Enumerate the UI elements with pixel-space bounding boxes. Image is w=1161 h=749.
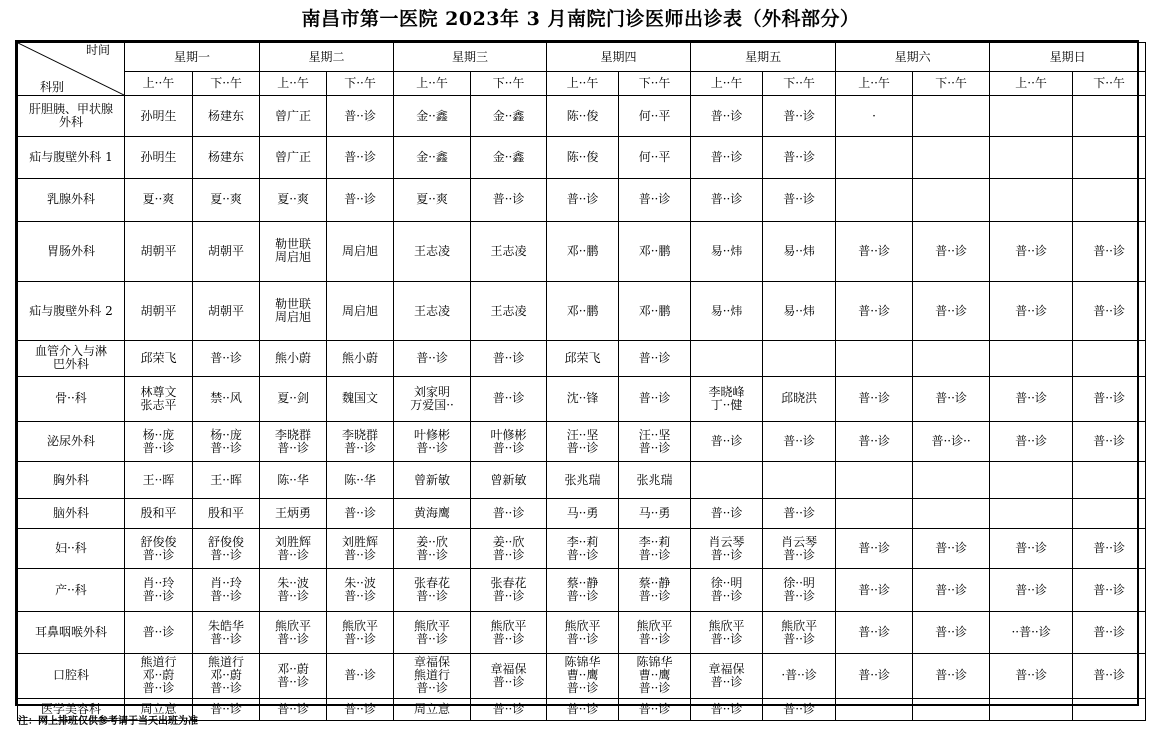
schedule-cell: 普··诊 [1073, 422, 1146, 462]
schedule-cell: 普··诊 [619, 178, 691, 221]
schedule-cell [1073, 698, 1146, 720]
department-name: 疝与腹壁外科 1 [18, 137, 125, 178]
schedule-cell: 叶修彬 普··诊 [394, 422, 471, 462]
schedule-cell: 孙明生 [125, 137, 193, 178]
pm-header: 下··午 [763, 72, 836, 96]
schedule-cell: 邱荣飞 [125, 341, 193, 376]
schedule-cell [1073, 178, 1146, 221]
schedule-cell: 普··诊 [836, 611, 913, 653]
schedule-cell: 邓··鹏 [619, 281, 691, 341]
schedule-cell: 刘胜辉 普··诊 [260, 529, 327, 569]
schedule-cell: 普··诊 [763, 422, 836, 462]
schedule-cell: 汪··坚 普··诊 [547, 422, 619, 462]
table-row [18, 137, 1146, 178]
department-name: 肝胆胰、甲状腺 外科 [18, 96, 125, 137]
table-row [18, 654, 1146, 698]
schedule-cell: 易··炜 [691, 222, 763, 282]
schedule-cell [990, 178, 1073, 221]
table-row [18, 341, 1146, 376]
schedule-cell: 曾新敏 [471, 462, 547, 498]
pm-header: 下··午 [471, 72, 547, 96]
schedule-cell: 何··平 [619, 96, 691, 137]
schedule-cell [836, 698, 913, 720]
table-row [18, 569, 1146, 611]
department-name: 胸外科 [18, 462, 125, 498]
schedule-cell: 胡朝平 [193, 281, 260, 341]
schedule-cell: 易··炜 [691, 281, 763, 341]
day-header: 星期五 [691, 43, 836, 72]
schedule-cell: 普··诊 [691, 498, 763, 528]
schedule-cell: 普··诊 [619, 376, 691, 421]
schedule-cell: 周启旭 [327, 222, 394, 282]
schedule-cell: 陈··华 [260, 462, 327, 498]
table-row [18, 281, 1146, 341]
schedule-cell: 殷和平 [125, 498, 193, 528]
am-header: 上··午 [547, 72, 619, 96]
schedule-cell: 普··诊 [913, 611, 990, 653]
schedule-cell [913, 462, 990, 498]
schedule-cell: 熊道行 邓··蔚 普··诊 [193, 654, 260, 698]
schedule-cell: 普··诊 [394, 341, 471, 376]
schedule-cell [836, 462, 913, 498]
schedule-cell: 普··诊 [691, 422, 763, 462]
schedule-cell: 普··诊 [691, 698, 763, 720]
schedule-cell: 周立意 [394, 698, 471, 720]
schedule-cell: 杨建东 [193, 137, 260, 178]
schedule-cell: 胡朝平 [125, 222, 193, 282]
department-name: 血管介入与淋 巴外科 [18, 341, 125, 376]
corner-time-label: 时间 [85, 43, 110, 57]
day-header: 星期一 [125, 43, 260, 72]
schedule-cell: 李晓峰 丁··健 [691, 376, 763, 421]
schedule-cell [1073, 96, 1146, 137]
schedule-cell: 孙明生 [125, 96, 193, 137]
schedule-cell: 普··诊 [125, 611, 193, 653]
schedule-cell: 张春花 普··诊 [394, 569, 471, 611]
department-name: 疝与腹壁外科 2 [18, 281, 125, 341]
schedule-cell: 普··诊 [327, 96, 394, 137]
schedule-cell: 普··诊 [260, 698, 327, 720]
am-header: 上··午 [260, 72, 327, 96]
schedule-cell [913, 96, 990, 137]
schedule-cell: 肖··玲 普··诊 [193, 569, 260, 611]
schedule-cell: 夏··爽 [394, 178, 471, 221]
schedule-cell: 普··诊 [836, 222, 913, 282]
schedule-cell: 胡朝平 [125, 281, 193, 341]
schedule-cell: 普··诊 [990, 529, 1073, 569]
schedule-cell: 普··诊 [1073, 281, 1146, 341]
table-row [18, 422, 1146, 462]
schedule-cell: 章福保 普··诊 [471, 654, 547, 698]
schedule-cell: 普··诊 [836, 422, 913, 462]
day-header: 星期日 [990, 43, 1146, 72]
schedule-cell: 胡朝平 [193, 222, 260, 282]
am-header: 上··午 [125, 72, 193, 96]
schedule-cell [913, 178, 990, 221]
schedule-cell: 普··诊 [1073, 654, 1146, 698]
schedule-cell: 普··诊 [1073, 569, 1146, 611]
department-name: 脑外科 [18, 498, 125, 528]
schedule-cell: 陈··俊 [547, 137, 619, 178]
schedule-cell: 普··诊 [913, 376, 990, 421]
schedule-cell [990, 498, 1073, 528]
schedule-cell: 普··诊 [990, 376, 1073, 421]
schedule-cell: 普··诊 [1073, 376, 1146, 421]
schedule-cell: 徐··明 普··诊 [763, 569, 836, 611]
schedule-cell: 王志凌 [394, 281, 471, 341]
schedule-cell: 朱··波 普··诊 [260, 569, 327, 611]
schedule-cell: 汪··坚 普··诊 [619, 422, 691, 462]
schedule-cell [691, 341, 763, 376]
schedule-cell: 普··诊 [836, 281, 913, 341]
schedule-cell: 普··诊 [836, 529, 913, 569]
schedule-cell: 姜··欣 普··诊 [471, 529, 547, 569]
schedule-cell: 李晓群 普··诊 [327, 422, 394, 462]
schedule-cell: 普··诊 [913, 569, 990, 611]
schedule-cell: 张兆瑞 [619, 462, 691, 498]
schedule-cell: 普··诊 [327, 654, 394, 698]
department-name: 骨··科 [18, 376, 125, 421]
schedule-cell: 易··炜 [763, 222, 836, 282]
schedule-cell: 普··诊 [327, 698, 394, 720]
schedule-cell: 普··诊 [471, 498, 547, 528]
schedule-cell: 普··诊 [471, 376, 547, 421]
day-header: 星期二 [260, 43, 394, 72]
schedule-cell: 普··诊 [471, 178, 547, 221]
schedule-cell: 肖云琴 普··诊 [691, 529, 763, 569]
schedule-cell: 普··诊 [763, 698, 836, 720]
schedule-cell [990, 137, 1073, 178]
schedule-cell: 普··诊 [1073, 222, 1146, 282]
schedule-cell: 普··诊 [619, 698, 691, 720]
schedule-cell: 朱··波 普··诊 [327, 569, 394, 611]
schedule-cell: 熊道行 邓··蔚 普··诊 [125, 654, 193, 698]
schedule-cell: 夏··剑 [260, 376, 327, 421]
schedule-cell [763, 341, 836, 376]
pm-header: 下··午 [619, 72, 691, 96]
schedule-cell: 熊欣平 普··诊 [394, 611, 471, 653]
schedule-cell: 禁··风 [193, 376, 260, 421]
schedule-cell: 普··诊 [836, 569, 913, 611]
schedule-cell: 杨··庞 普··诊 [193, 422, 260, 462]
schedule-cell: 熊欣平 普··诊 [619, 611, 691, 653]
schedule-cell [913, 498, 990, 528]
table-row [18, 498, 1146, 528]
schedule-cell: 曾广正 [260, 137, 327, 178]
schedule-cell: 普··诊 [836, 654, 913, 698]
header-halfday-row [18, 72, 1146, 96]
schedule-cell: 王志凌 [471, 281, 547, 341]
schedule-cell: 何··平 [619, 137, 691, 178]
schedule-cell: 夏··爽 [125, 178, 193, 221]
schedule-cell: 普··诊 [193, 698, 260, 720]
schedule-cell: 普··诊 [763, 178, 836, 221]
schedule-cell: 李··莉 普··诊 [619, 529, 691, 569]
schedule-cell: 熊欣平 普··诊 [691, 611, 763, 653]
schedule-cell [913, 698, 990, 720]
schedule-cell: 舒俊俊 普··诊 [193, 529, 260, 569]
schedule-cell: 徐··明 普··诊 [691, 569, 763, 611]
schedule-cell: 夏··爽 [260, 178, 327, 221]
table-row [18, 376, 1146, 421]
schedule-cell: 章福保 普··诊 [691, 654, 763, 698]
schedule-cell [1073, 341, 1146, 376]
schedule-cell: 普··诊 [913, 281, 990, 341]
schedule-cell: 李··莉 普··诊 [547, 529, 619, 569]
schedule-cell: 普··诊 [913, 654, 990, 698]
schedule-cell: 张春花 普··诊 [471, 569, 547, 611]
schedule-cell: 陈锦华 曹··鹰 普··诊 [547, 654, 619, 698]
footnote: 注：网上排班仅供参考请于当天出班为准 [18, 716, 198, 727]
schedule-cell: 普··诊 [913, 529, 990, 569]
am-header: 上··午 [394, 72, 471, 96]
schedule-cell [1073, 462, 1146, 498]
pm-header: 下··午 [1073, 72, 1146, 96]
table-row [18, 462, 1146, 498]
schedule-table [17, 42, 1146, 721]
am-header: 上··午 [836, 72, 913, 96]
schedule-cell: 邓··鹏 [547, 222, 619, 282]
schedule-cell: 邓··鹏 [619, 222, 691, 282]
schedule-cell: 普··诊 [327, 178, 394, 221]
schedule-cell: 叶修彬 普··诊 [471, 422, 547, 462]
table-row [18, 611, 1146, 653]
pm-header: 下··午 [193, 72, 260, 96]
schedule-cell: 熊欣平 普··诊 [260, 611, 327, 653]
schedule-cell: 刘家明 万爱国·· [394, 376, 471, 421]
schedule-cell: 王志凌 [394, 222, 471, 282]
schedule-cell: 熊小蔚 [260, 341, 327, 376]
schedule-cell: 沈··锋 [547, 376, 619, 421]
schedule-cell: 熊小蔚 [327, 341, 394, 376]
schedule-cell: 普··诊 [990, 654, 1073, 698]
table-row [18, 529, 1146, 569]
schedule-cell [691, 462, 763, 498]
schedule-cell: 黄海鹰 [394, 498, 471, 528]
schedule-cell: 熊欣平 普··诊 [471, 611, 547, 653]
schedule-cell: 普··诊 [836, 376, 913, 421]
department-name: 医学美容科 [18, 698, 125, 720]
schedule-cell [990, 462, 1073, 498]
schedule-cell: 金··鑫 [471, 137, 547, 178]
schedule-cell: 普··诊 [990, 422, 1073, 462]
schedule-cell [836, 498, 913, 528]
department-name: 产··科 [18, 569, 125, 611]
schedule-cell: 邱荣飞 [547, 341, 619, 376]
schedule-cell: 周启旭 [327, 281, 394, 341]
schedule-cell: 刘胜辉 普··诊 [327, 529, 394, 569]
schedule-cell: 蔡··静 普··诊 [547, 569, 619, 611]
schedule-cell [990, 96, 1073, 137]
schedule-cell [990, 341, 1073, 376]
schedule-cell [836, 137, 913, 178]
schedule-cell: 邱晓洪 [763, 376, 836, 421]
pm-header: 下··午 [913, 72, 990, 96]
schedule-cell: 殷和平 [193, 498, 260, 528]
schedule-cell: 普··诊 [471, 698, 547, 720]
schedule-cell: 王炳勇 [260, 498, 327, 528]
schedule-cell: 邓··鹏 [547, 281, 619, 341]
department-name: 泌尿外科 [18, 422, 125, 462]
schedule-cell: 勒世联 周启旭 [260, 281, 327, 341]
schedule-body [18, 96, 1146, 721]
schedule-cell: 陈··俊 [547, 96, 619, 137]
table-row [18, 222, 1146, 282]
schedule-cell: 王··晖 [125, 462, 193, 498]
pm-header: 下··午 [327, 72, 394, 96]
schedule-cell: 马··勇 [619, 498, 691, 528]
page-title: 南昌市第一医院 2023年 3 月南院门诊医师出诊表（外科部分） [301, 8, 860, 30]
schedule-cell: 普··诊 [691, 96, 763, 137]
schedule-cell: 金··鑫 [394, 137, 471, 178]
schedule-cell: 周立意 [125, 698, 193, 720]
schedule-cell: 普··诊 [1073, 611, 1146, 653]
day-header: 星期三 [394, 43, 547, 72]
schedule-cell: 普··诊 [990, 222, 1073, 282]
schedule-cell: 普··诊 [691, 137, 763, 178]
schedule-cell: 易··炜 [763, 281, 836, 341]
header-corner [18, 43, 125, 96]
schedule-cell: 普··诊 [763, 498, 836, 528]
schedule-cell: 普··诊 [193, 341, 260, 376]
schedule-cell: 普··诊 [990, 569, 1073, 611]
schedule-cell: 勒世联 周启旭 [260, 222, 327, 282]
department-name: 妇··科 [18, 529, 125, 569]
table-row [18, 178, 1146, 221]
schedule-cell: 普··诊 [619, 341, 691, 376]
schedule-cell [1073, 498, 1146, 528]
schedule-cell: · [836, 96, 913, 137]
schedule-cell: 熊欣平 普··诊 [763, 611, 836, 653]
schedule-cell: 魏国文 [327, 376, 394, 421]
schedule-cell: 杨··庞 普··诊 [125, 422, 193, 462]
schedule-sheet [15, 40, 1139, 716]
schedule-cell: 肖云琴 普··诊 [763, 529, 836, 569]
schedule-cell: 蔡··静 普··诊 [619, 569, 691, 611]
schedule-cell: 曾新敏 [394, 462, 471, 498]
am-header: 上··午 [990, 72, 1073, 96]
schedule-cell: 普··诊 [1073, 529, 1146, 569]
schedule-cell: 陈··华 [327, 462, 394, 498]
department-name: 口腔科 [18, 654, 125, 698]
department-name: 耳鼻咽喉外科 [18, 611, 125, 653]
schedule-cell: 熊欣平 普··诊 [327, 611, 394, 653]
schedule-cell [763, 462, 836, 498]
schedule-cell: 熊欣平 普··诊 [547, 611, 619, 653]
schedule-cell [1073, 137, 1146, 178]
schedule-cell: 杨建东 [193, 96, 260, 137]
am-header: 上··午 [691, 72, 763, 96]
schedule-cell: 肖··玲 普··诊 [125, 569, 193, 611]
schedule-cell [836, 341, 913, 376]
schedule-cell: 普··诊 [327, 498, 394, 528]
schedule-cell: 马··勇 [547, 498, 619, 528]
corner-dept-label: 科别 [40, 80, 65, 94]
schedule-cell: 普··诊·· [913, 422, 990, 462]
schedule-cell [913, 137, 990, 178]
schedule-cell: ··普··诊 [990, 611, 1073, 653]
schedule-cell: 普··诊 [691, 178, 763, 221]
schedule-cell: 金··鑫 [394, 96, 471, 137]
schedule-cell: 曾广正 [260, 96, 327, 137]
schedule-cell: 李晓群 普··诊 [260, 422, 327, 462]
department-name: 胃肠外科 [18, 222, 125, 282]
schedule-cell: 夏··爽 [193, 178, 260, 221]
schedule-cell: 章福保 熊道行 普··诊 [394, 654, 471, 698]
schedule-cell [990, 698, 1073, 720]
schedule-cell: 普··诊 [547, 698, 619, 720]
schedule-cell: 普··诊 [547, 178, 619, 221]
schedule-cell: 张兆瑞 [547, 462, 619, 498]
schedule-cell: 普··诊 [763, 96, 836, 137]
schedule-cell: 王志凌 [471, 222, 547, 282]
schedule-cell: 普··诊 [327, 137, 394, 178]
day-header: 星期六 [836, 43, 990, 72]
header-days-row [18, 43, 1146, 72]
schedule-cell [836, 178, 913, 221]
schedule-cell: ·普··诊 [763, 654, 836, 698]
schedule-cell: 普··诊 [990, 281, 1073, 341]
schedule-cell: 普··诊 [471, 341, 547, 376]
department-name: 乳腺外科 [18, 178, 125, 221]
schedule-cell: 林尊文 张志平 [125, 376, 193, 421]
schedule-cell: 舒俊俊 普··诊 [125, 529, 193, 569]
schedule-cell: 朱皓华 普··诊 [193, 611, 260, 653]
day-header: 星期四 [547, 43, 691, 72]
schedule-cell: 普··诊 [763, 137, 836, 178]
schedule-cell [913, 341, 990, 376]
schedule-cell: 王··晖 [193, 462, 260, 498]
schedule-cell: 姜··欣 普··诊 [394, 529, 471, 569]
schedule-cell: 普··诊 [913, 222, 990, 282]
table-row [18, 96, 1146, 137]
schedule-cell: 邓··蔚 普··诊 [260, 654, 327, 698]
schedule-cell: 金··鑫 [471, 96, 547, 137]
schedule-cell: 陈锦华 曹··鹰 普··诊 [619, 654, 691, 698]
